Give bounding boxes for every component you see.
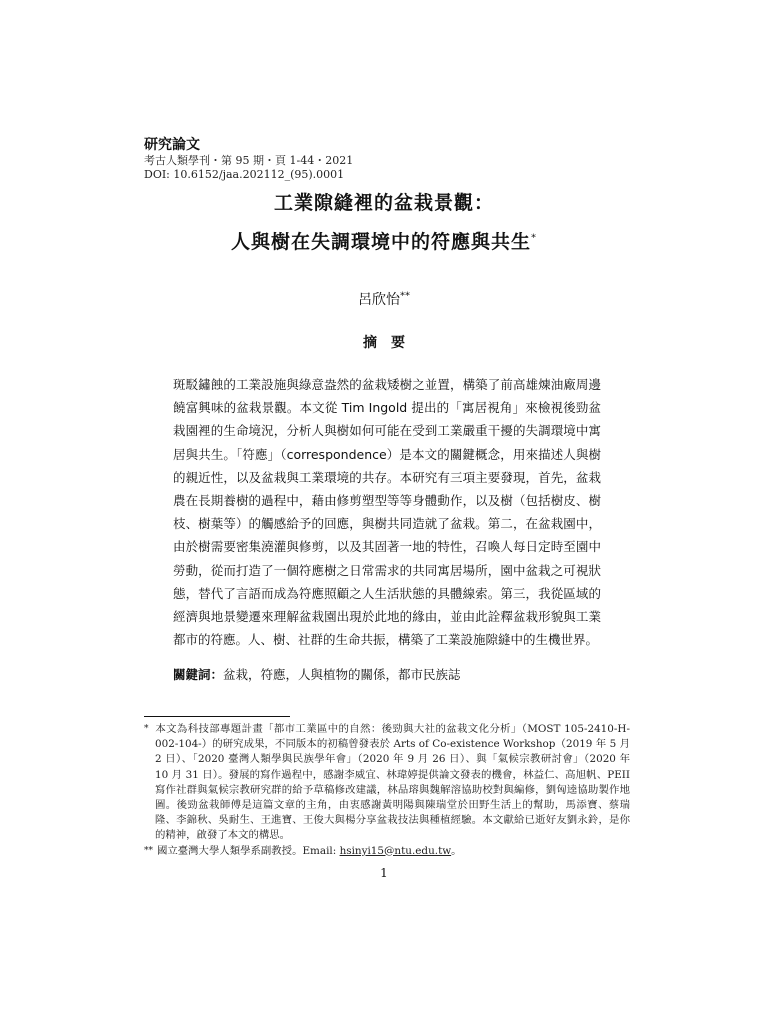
title-footnote-mark: * — [531, 232, 537, 244]
author-name: 呂欣怡 — [358, 292, 400, 308]
footnotes — [144, 722, 630, 859]
article-title-line-2 — [96, 230, 672, 254]
page-number: 1 — [380, 866, 388, 880]
abstract-heading: 摘要 — [363, 335, 419, 351]
footnote-1-mark: * — [144, 724, 149, 734]
footnote-divider — [144, 716, 290, 717]
footnote-1 — [144, 722, 630, 844]
author-byline — [96, 291, 672, 309]
footnote-2-mark: ** — [144, 845, 153, 856]
article-title-line-1 — [96, 191, 672, 215]
footnote-2-text: 國立臺灣大學人類學系副教授。Email: — [157, 844, 340, 857]
keywords-label: 關鍵詞： — [173, 667, 224, 682]
author-email-link[interactable]: hsinyi15@ntu.edu.tw — [339, 844, 452, 857]
title-line-1-text: 工業隙縫裡的盆栽景觀： — [273, 192, 494, 214]
journal-citation: 考古人類學刊・第 95 期・頁 1-44・2021 — [144, 154, 354, 167]
keywords-text: 盆栽，符應，人與植物的關係，都市民族誌 — [223, 667, 461, 682]
title-line-2-text: 人與樹在失調環境中的符應與共生 — [230, 231, 531, 253]
footnote-2-end: 。 — [451, 844, 462, 857]
keywords-line — [173, 666, 601, 684]
doi-line: DOI: 10.6152/jaa.202112_(95).0001 — [144, 168, 345, 181]
abstract-body: 斑駁鏽蝕的工業設施與綠意盎然的盆栽矮樹之並置，構築了前高雄煉油廠周邊饒富興味的盆栽景觀。本文從 Tim Ingold 提出的「寓居視角」來檢視後勁盆栽園裡的生命境況，分析人與樹如何可能在受到工業嚴重干擾的失調環境中寓居與共生。「符應」（correspondence）是本文的關鍵概念，用來描述人與樹的親近性，以及盆栽與工業環境的共存。本研究有三項主要發現，首先，盆栽農在長期養樹的過程中，藉由修剪塑型等等身體動作，以及樹（包括樹皮、樹枝、樹葉等）的觸感給予的回應，與樹共同造就了盆栽。第二，在盆栽園中，由於樹需要密集澆灌與修剪，以及其固著一地的特性，召喚人每日定時至園中勞動，從而打造了一個符應樹之日常需求的共同寓居場所，園中盆栽之可視狀態，替代了言語而成為符應照顧之人生活狀態的具體線索。第三，我從區域的經濟與地景變遷來理解盆栽園出現於此地的緣由，並由此詮釋盆栽形貌與工業都市的符應。人、樹、社群的生命共振，構築了工業設施隙縫中的生機世界。 — [173, 377, 601, 648]
footnote-2 — [144, 844, 630, 859]
article-header — [144, 137, 624, 182]
footnote-1-text: 本文為科技部專題計畫「都市工業區中的自然：後勁與大社的盆栽文化分析」（MOST 105-2410-H-002-104-）的研究成果，不同版本的初稿曾發表於 Arts of Co-existence Workshop（2019 年 5 月 2 日）、「2020 臺灣人類學與民族學年會」（2020 年 9 月 26 日）、與「氣候宗教研討會」（2020 年 10 月 31 日）。發展的寫作過程中，感謝李威宜、林瑋婷提供論文發表的機會，林益仁、高旭帆、PEII 寫作社群與氣候宗教研究群的給予草稿修改建議，林品瑢與魏解溶協助校對與編修，劉匈逵協助製作地圖。後勁盆栽師傅是這篇文章的主角，由衷感謝黃明陽與陳瑞堂於田野生活上的幫助，馬添寶、蔡瑞隆、李錦秋、吳耐生、王進寶、王俊大與楊分享盆栽技法與種植經驗。本文獻給已逝好友劉永鈴，是你的精神，啟發了本文的構思。 — [155, 723, 630, 842]
author-footnote-mark: ** — [400, 290, 410, 302]
section-label: 研究論文 — [144, 137, 200, 153]
